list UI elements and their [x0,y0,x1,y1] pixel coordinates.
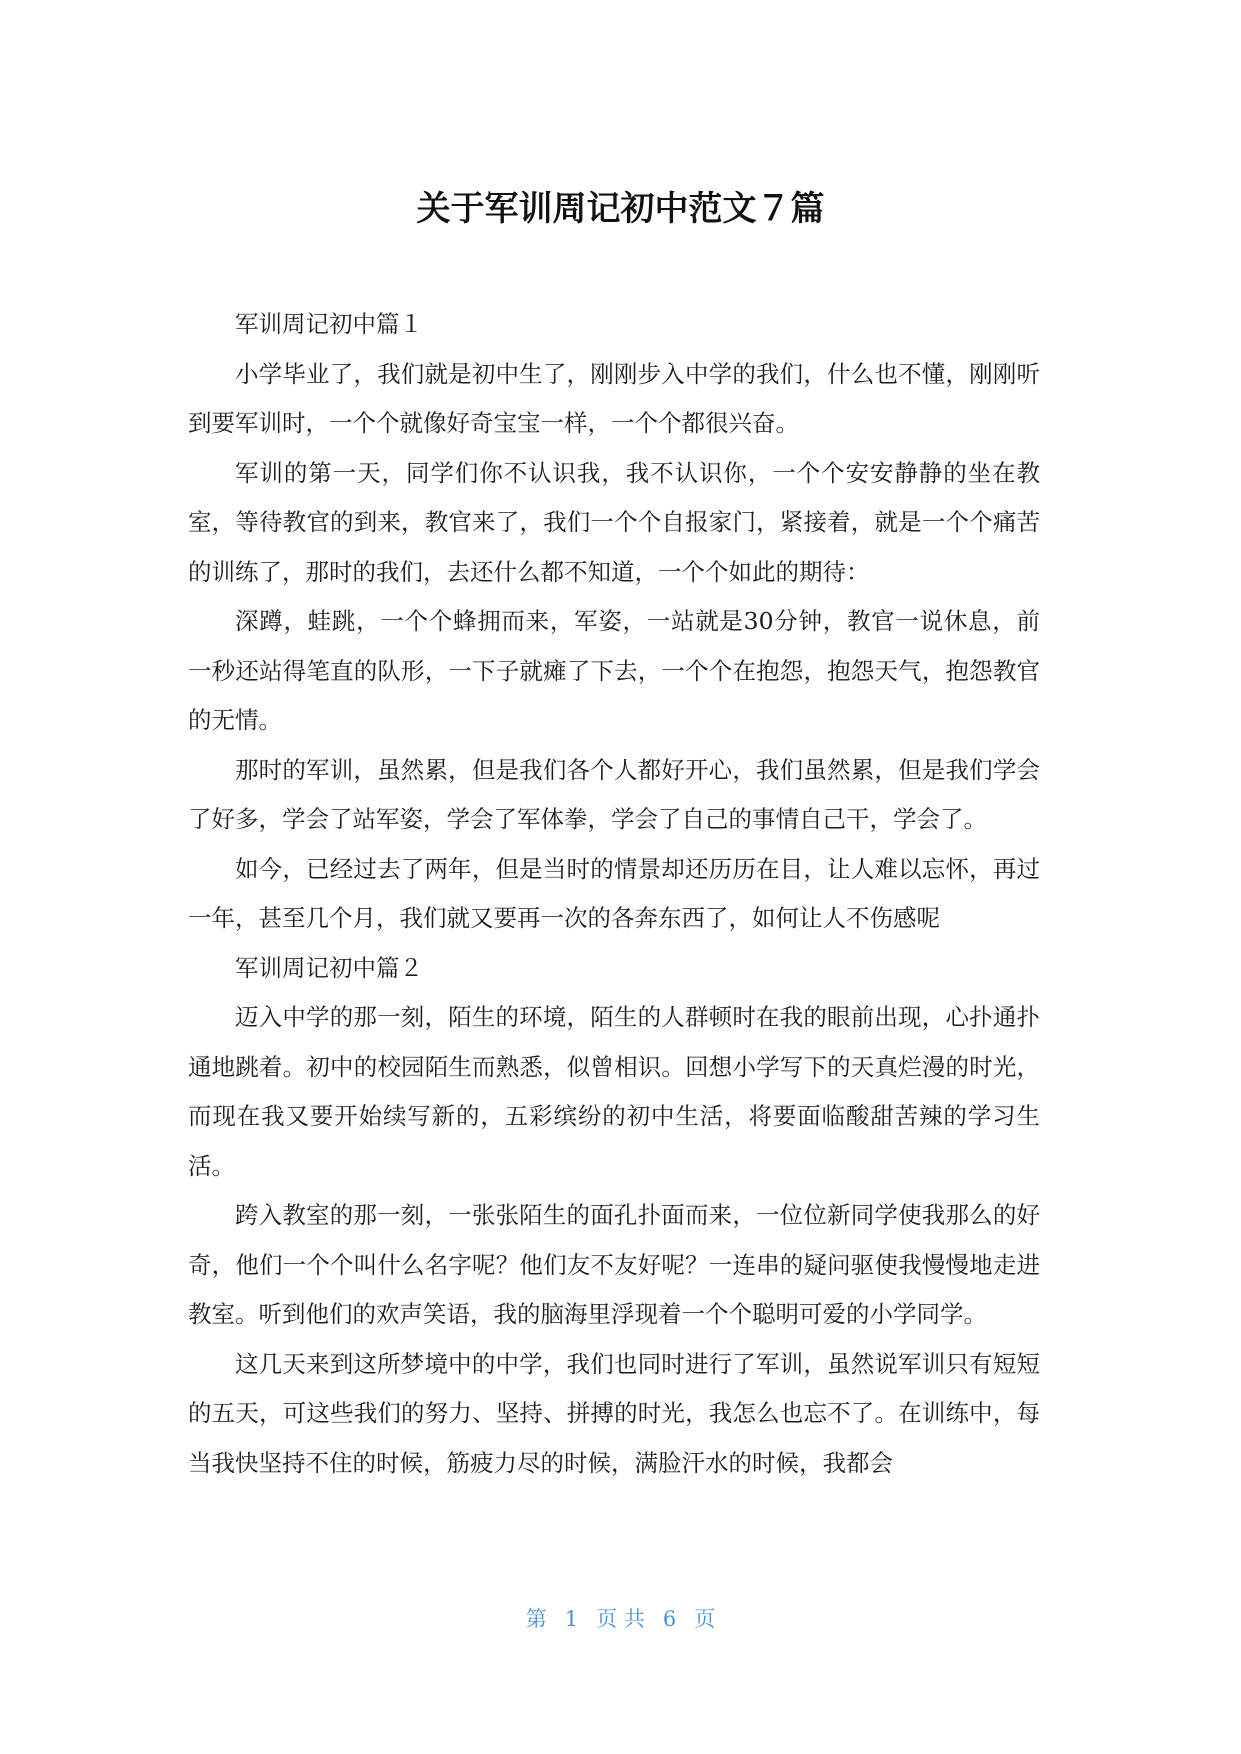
section-heading-2: 军训周记初中篇２ [235,953,423,982]
paragraph: 军训的第一天，同学们你不认识我，我不认识你，一个个安安静静的坐在教室，等待教官的到来，教官来了，我们一个个自报家门，紧接着，就是一个个痛苦的训练了，那时的我们，去还什么都不知道，一个个如此的期待： [188,458,1040,586]
footer-label-end: 页 [694,1607,716,1631]
footer-total-pages: 6 [662,1607,677,1631]
footer-label-page: 第 [525,1607,547,1631]
footer-label-of: 页 共 [596,1607,645,1631]
paragraph: 小学毕业了，我们就是初中生了，刚刚步入中学的我们，什么也不懂，刚刚听到要军训时，一个个就像好奇宝宝一样，一个个都很兴奋。 [188,359,1040,437]
footer-current-page: 1 [564,1607,579,1631]
paragraph: 那时的军训，虽然累，但是我们各个人都好开心，我们虽然累，但是我们学会了好多，学会了站军姿，学会了军体拳，学会了自己的事情自己干，学会了。 [188,755,1040,833]
paragraph: 跨入教室的那一刻，一张张陌生的面孔扑面而来，一位位新同学使我那么的好奇，他们一个个叫什么名字呢？他们友不友好呢？一连串的疑问驱使我慢慢地走进教室。听到他们的欢声笑语，我的脑海里浮现着一个个聪明可爱的小学同学。 [188,1201,1040,1328]
paragraph: 如今，已经过去了两年，但是当时的情景却还历历在目，让人难以忘怀，再过一年，甚至几个月，我们就又要再一次的各奔东西了，如何让人不伤感呢 [188,854,1040,932]
page-footer [0,1604,1241,1634]
paragraph: 这几天来到这所梦境中的中学，我们也同时进行了军训，虽然说军训只有短短的五天，可这些我们的努力、坚持、拼搏的时光，我怎么也忘不了。在训练中，每当我快坚持不住的时候，筋疲力尽的时候，满脸汗水的时候，我都会 [188,1349,1040,1477]
document-body [188,300,1040,1488]
section-heading-1: 军训周记初中篇１ [235,310,423,338]
document-title: 关于军训周记初中范文７篇 [416,189,825,229]
paragraph: 迈入中学的那一刻，陌生的环境，陌生的人群顿时在我的眼前出现，心扑通扑通地跳着。初中的校园陌生而熟悉，似曾相识。回想小学写下的天真烂漫的时光，而现在我又要开始续写新的，五彩缤纷的初中生活，将要面临酸甜苦辣的学习生活。 [188,1003,1040,1180]
paragraph: 深蹲，蛙跳，一个个蜂拥而来，军姿，一站就是30分钟，教官一说休息，前一秒还站得笔直的队形，一下子就瘫了下去，一个个在抱怨，抱怨天气，抱怨教官的无情。 [188,607,1040,734]
